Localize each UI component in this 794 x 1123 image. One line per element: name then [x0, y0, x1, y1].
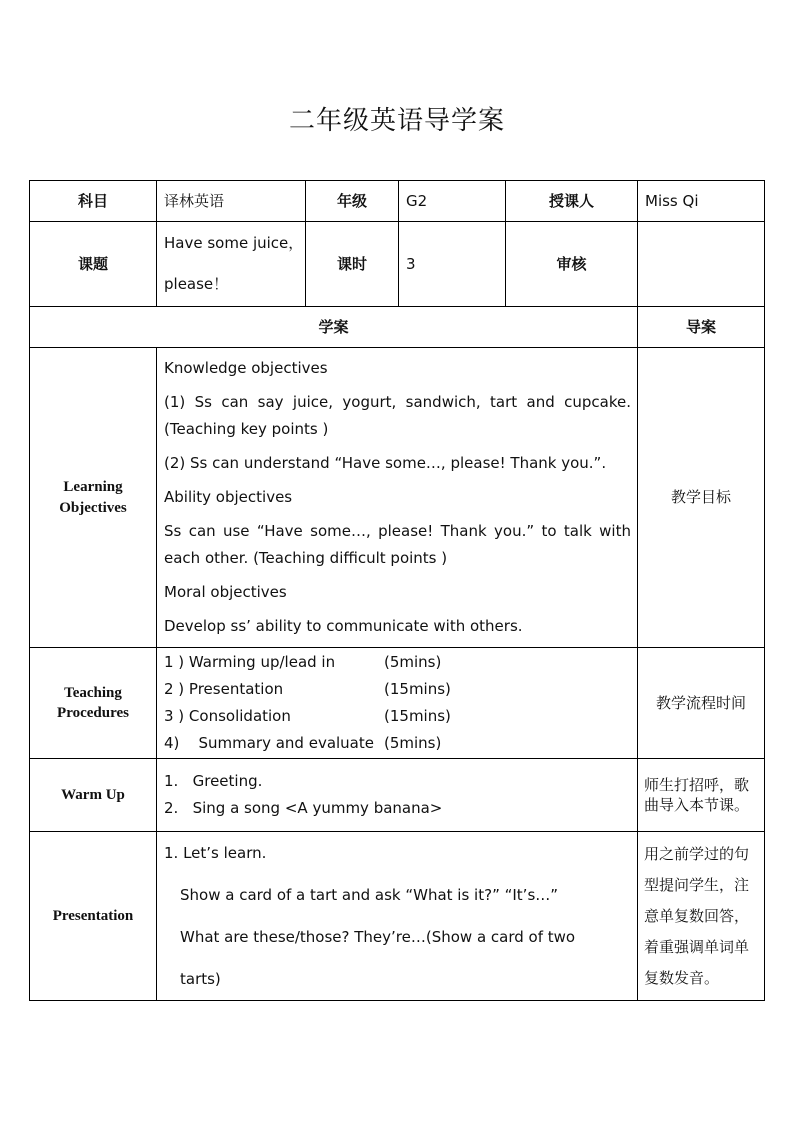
procedure-step-label: 3 ) Consolidation	[164, 707, 291, 725]
teacher-value: Miss Qi	[638, 181, 765, 222]
learning-objectives-label	[30, 348, 157, 648]
procedure-step	[164, 649, 637, 676]
lesson-plan-table	[29, 180, 765, 1001]
learning-label-line-2: Objectives	[59, 499, 127, 516]
page-title: 二年级英语导学案	[288, 106, 505, 136]
objective-line: Moral objectives	[164, 583, 287, 601]
info-row-2	[30, 222, 765, 307]
presentation-guide: 用之前学过的句型提问学生，注意单复数回答，着重强调单词单复数发音。	[638, 832, 765, 1001]
guide-header: 导案	[638, 307, 765, 348]
warm-up-item: 2. Sing a song <A yummy banana>	[164, 799, 443, 817]
presentation-row	[30, 832, 765, 1001]
learning-guide: 教学目标	[638, 348, 765, 648]
warm-up-label: Warm Up	[30, 759, 157, 832]
objective-line: Ability objectives	[164, 488, 293, 506]
procedure-step-label: 2 ) Presentation	[164, 680, 284, 698]
objective-line: Develop ss’ ability to communicate with others.	[164, 617, 523, 635]
topic-label: 课题	[30, 222, 157, 307]
warm-up-guide: 师生打招呼，歌曲导入本节课。	[638, 759, 765, 832]
procedures-guide: 教学流程时间	[638, 648, 765, 759]
procedure-step-time: (15mins)	[384, 707, 451, 725]
subject-label: 科目	[30, 181, 157, 222]
procedures-content	[157, 648, 638, 759]
teaching-procedures-label	[30, 648, 157, 759]
procedure-step-time: (5mins)	[384, 653, 442, 671]
review-label: 审核	[506, 222, 638, 307]
procedure-step	[164, 676, 637, 703]
objective-line: (1) Ss can say juice, yogurt, sandwich, tart and cupcake. (Teaching key points )	[164, 393, 631, 438]
teacher-label: 授课人	[506, 181, 638, 222]
objective-line: Knowledge objectives	[164, 359, 328, 377]
grade-value: G2	[399, 181, 506, 222]
review-value	[638, 222, 765, 307]
info-row-1	[30, 181, 765, 222]
learning-label-line-1: Learning	[63, 479, 123, 496]
presentation-label: Presentation	[30, 832, 157, 1001]
topic-line-2: please！	[164, 275, 229, 293]
section-header-row	[30, 307, 765, 348]
procedures-label-line-1: Teaching	[64, 684, 122, 701]
procedure-step-label: 4) Summary and evaluate	[164, 734, 374, 752]
learning-objectives-row	[30, 348, 765, 648]
topic-value	[157, 222, 306, 307]
presentation-line: Show a card of a tart and ask “What is it?” “It’s…”	[180, 886, 559, 904]
procedure-step-time: (15mins)	[384, 680, 451, 698]
objective-line: (2) Ss can understand “Have some…, please! Thank you.”.	[164, 454, 607, 472]
teaching-procedures-row	[30, 648, 765, 759]
study-header: 学案	[30, 307, 638, 348]
learning-objectives-content	[157, 348, 638, 648]
procedures-label-line-2: Procedures	[57, 705, 129, 721]
topic-line-1: Have some juice，	[164, 234, 304, 252]
warm-up-row	[30, 759, 765, 832]
warm-up-content	[157, 759, 638, 832]
presentation-line: What are these/those? They’re…(Show a card of two	[180, 928, 576, 946]
procedure-step	[164, 730, 637, 757]
lesson-value: 3	[399, 222, 506, 307]
objective-line: Ss can use “Have some…, please! Thank you.” to talk with each other. (Teaching difficult points )	[164, 522, 631, 567]
procedure-step	[164, 703, 637, 730]
presentation-content	[157, 832, 638, 1001]
lesson-label: 课时	[306, 222, 399, 307]
procedure-step-time: (5mins)	[384, 734, 442, 752]
presentation-line: tarts)	[180, 970, 221, 988]
grade-label: 年级	[306, 181, 399, 222]
presentation-line: 1. Let’s learn.	[164, 844, 267, 862]
subject-value: 译林英语	[157, 181, 306, 222]
procedure-step-label: 1 ) Warming up/lead in	[164, 653, 336, 671]
warm-up-item: 1. Greeting.	[164, 772, 263, 790]
